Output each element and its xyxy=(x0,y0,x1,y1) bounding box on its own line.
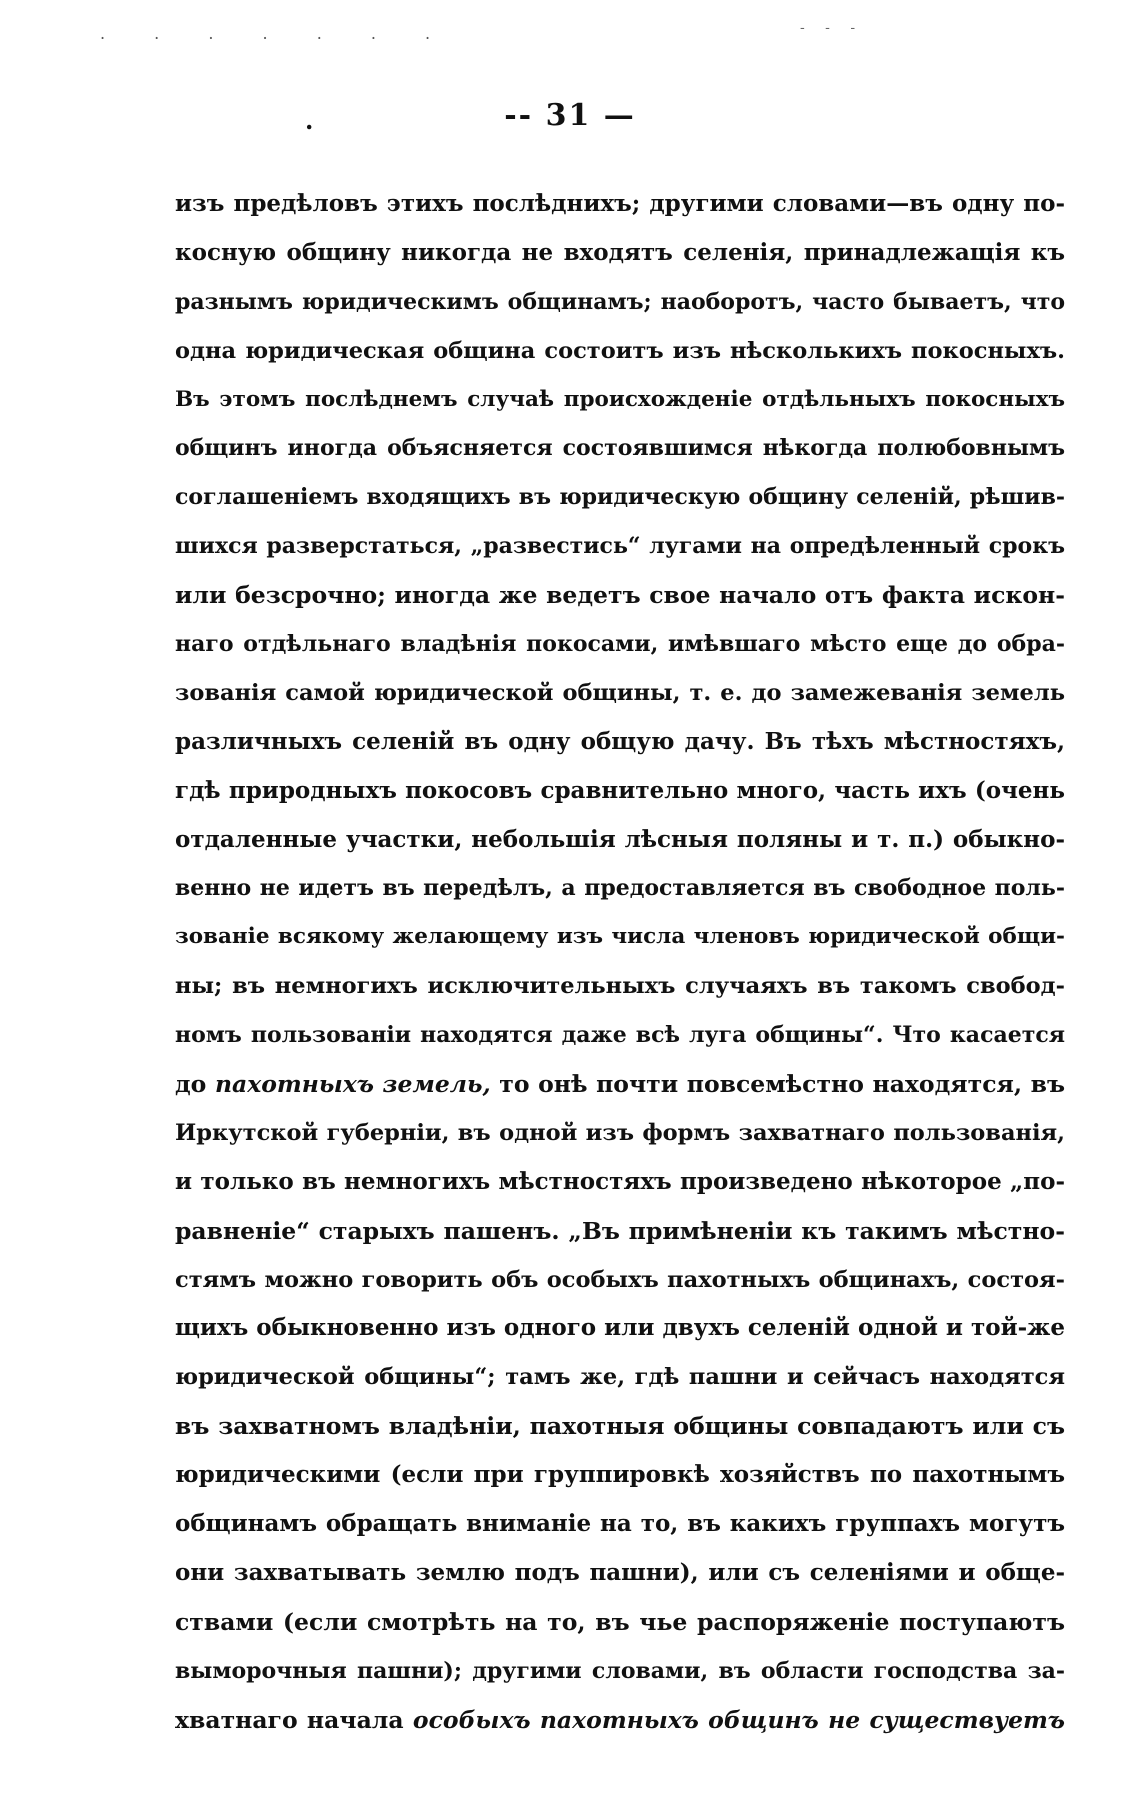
text-run: венно не идетъ въ передѣлъ, а предоставляется въ свободное поль- xyxy=(175,875,1065,902)
text-run: до xyxy=(175,1070,215,1099)
text-line xyxy=(175,864,1065,913)
text-line xyxy=(175,1451,1065,1500)
text-run: щихъ обыкновенно изъ одного или двухъ селеній одной и той-же xyxy=(175,1314,1065,1342)
text-line xyxy=(175,816,1065,865)
text-run: гдѣ природныхъ покосовъ сравнительно много, часть ихъ (очень xyxy=(175,776,1065,804)
text-run: одна юридическая община состоитъ изъ нѣсколькихъ покосныхъ. xyxy=(175,337,1065,364)
page-number: -- 31 — xyxy=(504,98,636,133)
text-line xyxy=(175,962,1065,1011)
text-run: въ захватномъ владѣніи, пахотныя общины совпадаютъ или съ xyxy=(175,1412,1065,1441)
text-line xyxy=(175,1353,1065,1402)
text-line xyxy=(175,669,1065,718)
text-line xyxy=(175,620,1065,669)
text-line xyxy=(175,1207,1065,1256)
text-run: общинамъ обращать вниманіе на то, въ какихъ группахъ могутъ xyxy=(175,1510,1065,1538)
text-run: наго отдѣльнаго владѣнія покосами, имѣвшаго мѣсто еще до обра- xyxy=(175,631,1065,658)
text-run: хватнаго начала xyxy=(175,1705,413,1734)
text-run: Иркутской губерніи, въ одной изъ формъ захватнаго пользованія, xyxy=(175,1119,1065,1146)
text-run: Въ этомъ послѣднемъ случаѣ происхожденіе отдѣльныхъ покосныхъ xyxy=(175,386,1065,412)
text-line xyxy=(175,424,1065,473)
text-run: изъ предѣловъ этихъ послѣднихъ; другими словами—въ одну по- xyxy=(175,190,1065,217)
text-run: зованіе всякому желающему изъ числа членовъ юридической общи- xyxy=(175,924,1065,950)
text-run: равненіе“ старыхъ пашенъ. „Въ примѣненіи къ такимъ мѣстно- xyxy=(175,1216,1065,1245)
text-line xyxy=(175,1256,1065,1305)
text-run: стямъ можно говорить объ особыхъ пахотныхъ общинахъ, состоя- xyxy=(175,1266,1065,1293)
text-line xyxy=(175,718,1065,767)
text-run: шихся разверстаться, „развестись“ лугами на опредѣленный срокъ xyxy=(175,533,1065,560)
text-run: зованія самой юридической общины, т. е. до замежеванія земель xyxy=(175,679,1065,706)
text-run: номъ пользованіи находятся даже всѣ луга общины“. Что касается xyxy=(175,1022,1065,1049)
scan-specks-left: . . . . . . . xyxy=(100,24,453,43)
text-line xyxy=(175,180,1065,229)
text-run: то онѣ почти повсемѣстно находятся, въ xyxy=(490,1070,1065,1099)
text-run: ны; въ немногихъ исключительныхъ случаяхъ въ такомъ свобод- xyxy=(175,973,1065,1000)
text-run: юридическими (если при группировкѣ хозяйствъ по пахотнымъ xyxy=(175,1461,1065,1489)
text-line xyxy=(175,1549,1065,1598)
text-run: соглашеніемъ входящихъ въ юридическую общину селеній, рѣшив- xyxy=(175,484,1065,511)
text-line xyxy=(175,327,1065,376)
body-text xyxy=(175,180,1065,1745)
text-run: выморочныя пашни); другими словами, въ области господства за- xyxy=(175,1657,1065,1684)
text-line xyxy=(175,1696,1065,1745)
text-run: косную общину никогда не входятъ селенія, принадлежащія къ xyxy=(175,238,1065,266)
text-line xyxy=(175,522,1065,571)
text-line xyxy=(175,229,1065,278)
text-run: юридической общины“; тамъ же, гдѣ пашни и сейчасъ находятся xyxy=(175,1364,1065,1391)
text-line xyxy=(175,571,1065,620)
text-line xyxy=(175,278,1065,327)
text-line xyxy=(175,913,1065,962)
scan-specks-right: - - - xyxy=(800,20,864,36)
text-line xyxy=(175,1304,1065,1353)
text-run: они захватывать землю подъ пашни), или съ селеніями и обще- xyxy=(175,1558,1065,1586)
text-line xyxy=(175,1402,1065,1451)
text-run: различныхъ селеній въ одну общую дачу. Въ тѣхъ мѣстностяхъ, xyxy=(175,727,1065,755)
page-mark-dot: . xyxy=(305,106,314,135)
text-run: разнымъ юридическимъ общинамъ; наоборотъ, часто бываетъ, что xyxy=(175,288,1065,315)
text-line xyxy=(175,767,1065,816)
text-line xyxy=(175,1647,1065,1696)
text-line xyxy=(175,1060,1065,1109)
text-run: или безсрочно; иногда же ведетъ свое начало отъ факта искон- xyxy=(175,581,1065,610)
text-line xyxy=(175,1011,1065,1060)
text-line xyxy=(175,1109,1065,1158)
text-line xyxy=(175,376,1065,425)
text-line xyxy=(175,1598,1065,1647)
text-run: отдаленные участки, небольшія лѣсныя поляны и т. п.) обыкно- xyxy=(175,825,1065,853)
text-run: общинъ иногда объясняется состоявшимся нѣкогда полюбовнымъ xyxy=(175,435,1065,462)
text-run: ствами (если смотрѣть на то, въ чье распоряженіе поступаютъ xyxy=(175,1607,1065,1636)
text-run: и только въ немногихъ мѣстностяхъ произведено нѣкоторое „по- xyxy=(175,1167,1065,1195)
text-line xyxy=(175,1158,1065,1207)
italic-text: пахотныхъ земель, xyxy=(214,1070,491,1099)
text-line xyxy=(175,1500,1065,1549)
text-line xyxy=(175,473,1065,522)
italic-text: особыхъ пахотныхъ общинъ не существуетъ xyxy=(412,1705,1065,1734)
